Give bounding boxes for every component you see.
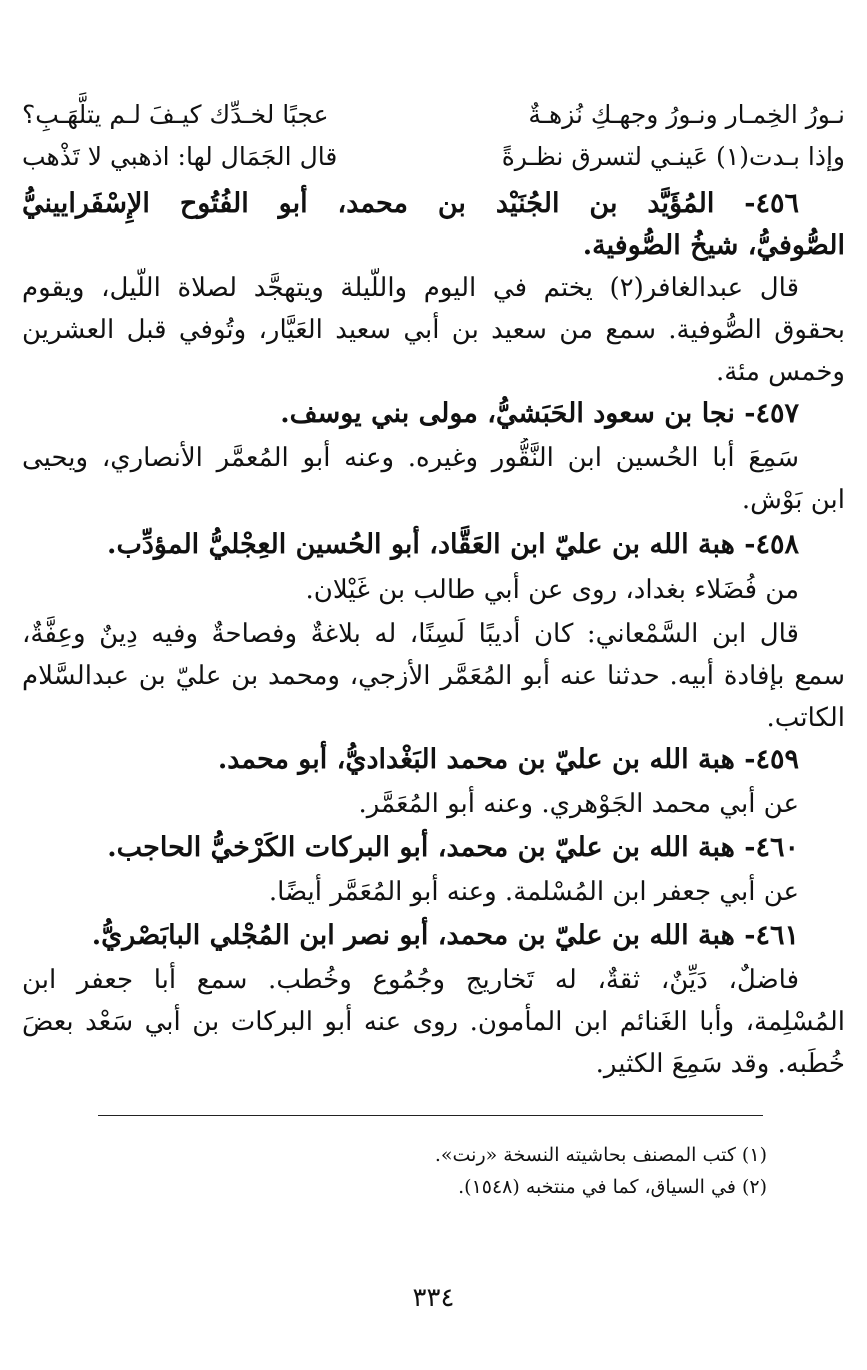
poem-verse (22, 95, 845, 135)
entry-heading: الصُّوفيُّ، شيخُ الصُّوفية. (582, 230, 845, 261)
entry-heading: ٤٦٠- هبة الله بن عليّ بن محمد، أبو البركات الكَرْخيُّ الحاجب. (107, 832, 799, 863)
entry-text: وخمس مئة. (715, 357, 845, 387)
entry-heading: ٤٥٧- نجا بن سعود الحَبَشيُّ، مولى بني يوسف. (280, 398, 799, 429)
entry-heading: ٤٥٦- المُؤَيَّد بن الجُنَيْد بن محمد، أبو الفُتُوح الإِسْفَرايينيُّ (22, 188, 799, 219)
entry-text: الكاتب. (766, 703, 845, 733)
entry-text: فاضلٌ، دَيِّنٌ، ثقةٌ، له تَخاريج وجُمُوع وخُطب. سمع أبا جعفر ابن (22, 965, 799, 995)
footnote: (١) كتب المصنف بحاشيته النسخة «رنت». (434, 1144, 767, 1166)
entry-text: بحقوق الصُّوفية. سمع من سعيد بن أبي سعيد العَيَّار، وتُوفي قبل العشرين (22, 315, 845, 345)
entry-text: عن أبي جعفر ابن المُسْلمة. وعنه أبو المُعَمَّر أيضًا. (268, 877, 799, 907)
entry-text: عن أبي محمد الجَوْهري. وعنه أبو المُعَمَّر. (358, 789, 799, 819)
entry-text: المُسْلِمة، وأبا الغَنائم ابن المأمون. روى عنه أبو البركات بن أبي سَعْد بعضَ (22, 1007, 845, 1037)
poem-hemistich: نـورُ الخِمـار ونـورُ وجهـكِ نُزهـةٌ (528, 100, 845, 129)
footnote: (٢) في السياق، كما في منتخبه (١٥٤٨). (458, 1176, 767, 1198)
entry-text: سَمِعَ أبا الحُسين ابن النَّقُّور وغيره. وعنه أبو المُعمَّر الأنصاري، ويحيى (22, 443, 799, 473)
entry-text: ابن بَوْش. (741, 485, 845, 515)
footnote-divider (98, 1115, 763, 1116)
entry-text: سمع بإفادة أبيه. حدثنا عنه أبو المُعَمَّر الأزجي، ومحمد بن عليّ بن عبدالسَّلام (22, 661, 845, 691)
entry-text: خُطَبه. وقد سَمِعَ الكثير. (595, 1049, 845, 1079)
page-number: ٣٣٤ (412, 1283, 455, 1313)
poem-verse (22, 137, 845, 177)
poem-hemistich: قال الجَمَال لها: اذهبي لا تَذْهب (22, 142, 338, 171)
entry-text: من فُضَلاء بغداد، روى عن أبي طالب بن غَيْلان. (305, 575, 799, 605)
entry-heading: ٤٦١- هبة الله بن عليّ بن محمد، أبو نصر ابن المُجْلي البابَصْريُّ. (91, 920, 799, 951)
poem-hemistich: عجبًا لخـدِّك كيـفَ لـم يتلَّهَـبِ؟ (22, 100, 329, 129)
entry-heading: ٤٥٩- هبة الله بن عليّ بن محمد البَغْداديُّ، أبو محمد. (217, 744, 799, 775)
entry-text: قال عبدالغافر(٢) يختم في اليوم واللَّيلة ويتهجَّد لصلاة اللَّيل، ويقوم (22, 273, 799, 303)
entry-text: قال ابن السَّمْعاني: كان أديبًا لَسِنًا، له بلاغةٌ وفصاحةٌ وفيه دِينٌ وعِفَّةٌ، (22, 619, 799, 649)
entry-heading: ٤٥٨- هبة الله بن عليّ ابن العَقَّاد، أبو الحُسين العِجْليُّ المؤدِّب. (107, 529, 799, 560)
poem-hemistich: وإذا بـدت(١) عَينـي لتسرق نظـرةً (501, 142, 845, 171)
